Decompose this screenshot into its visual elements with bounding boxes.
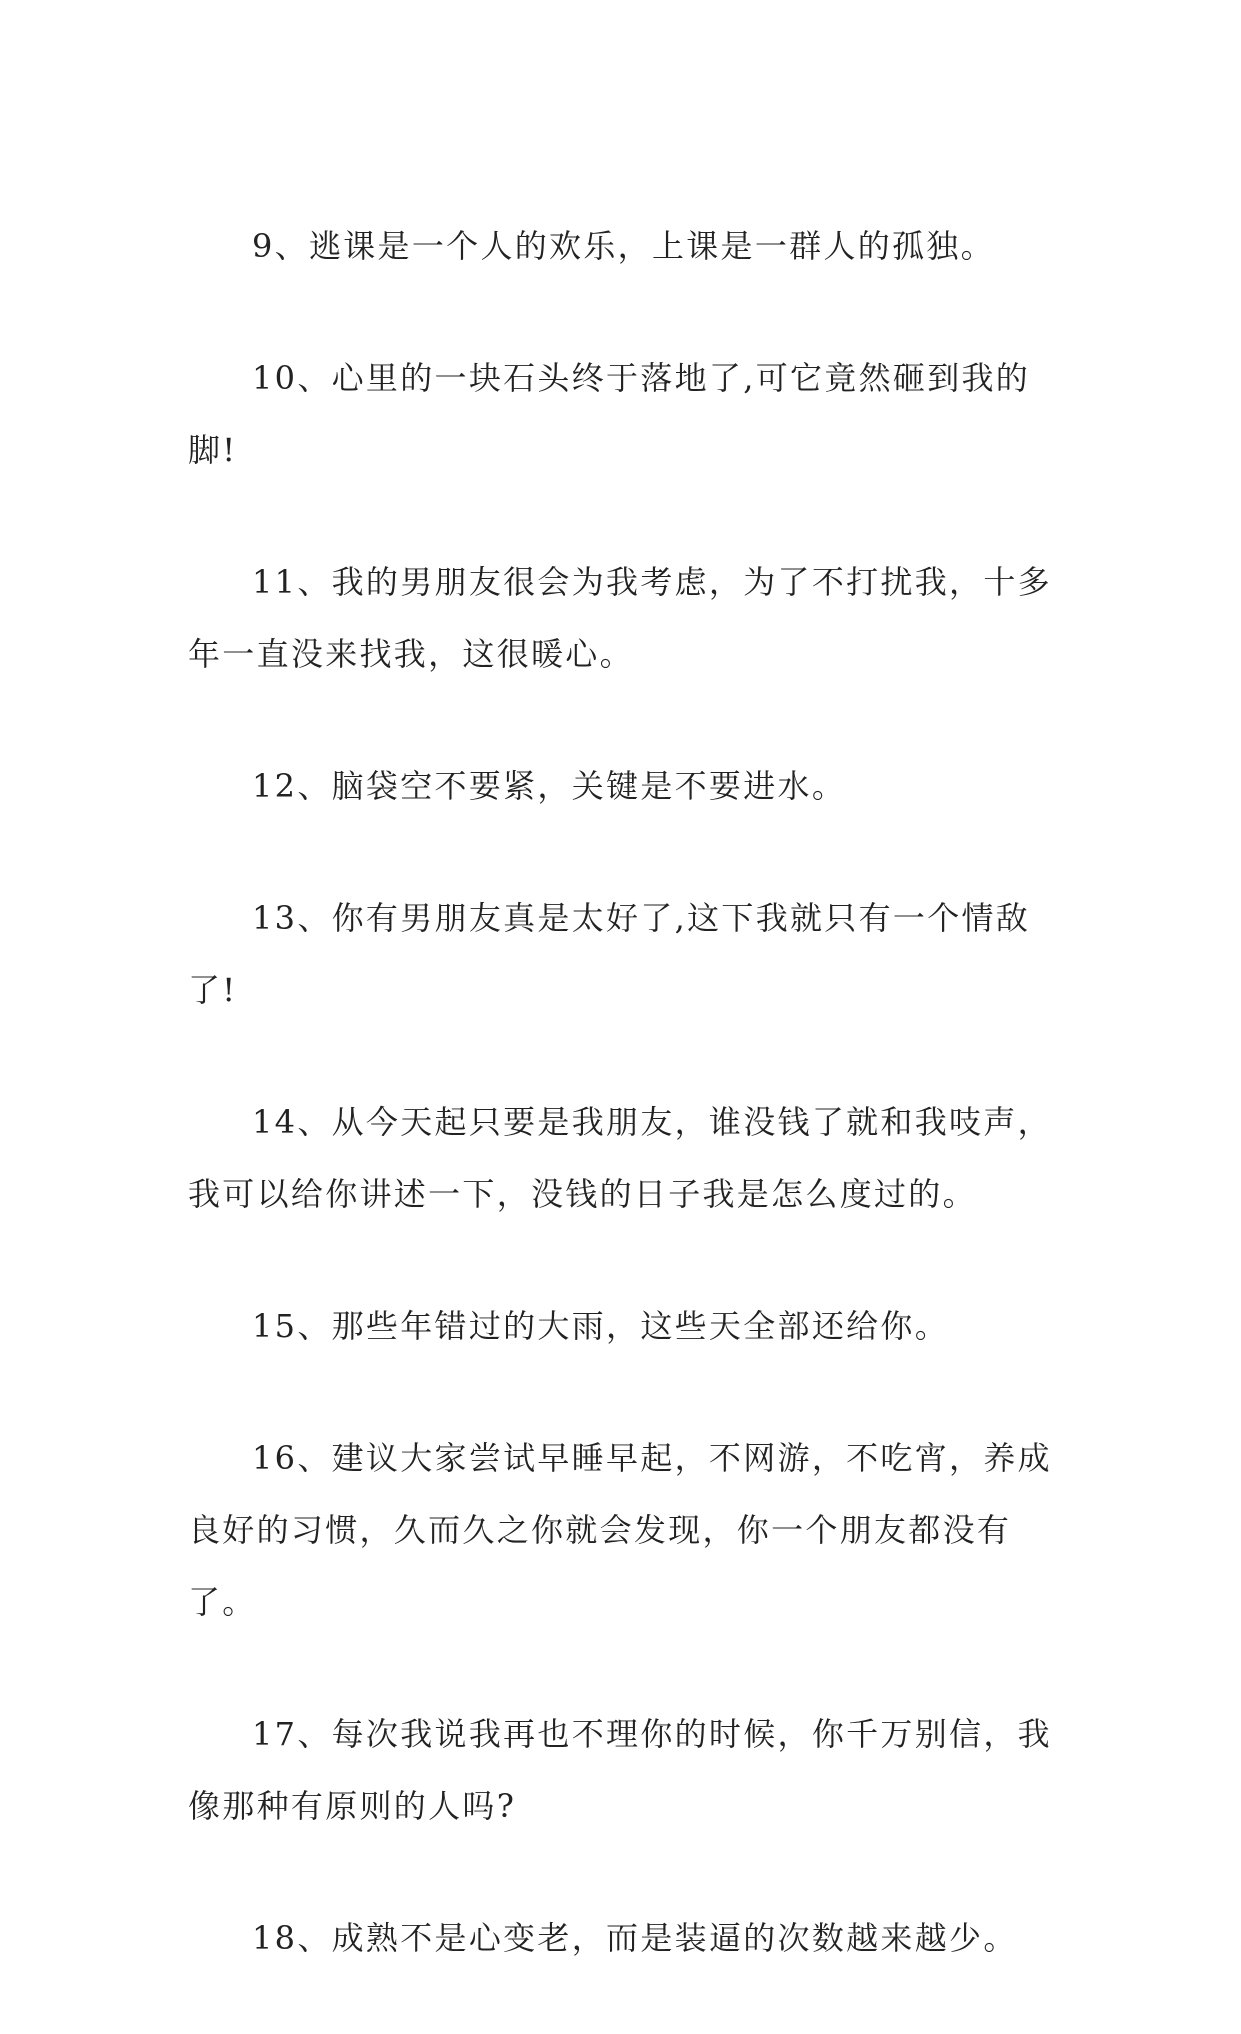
paragraph-18: 18、成熟不是心变老，而是装逼的次数越来越少。 — [252, 1919, 1018, 1957]
paragraph-11: 11、我的男朋友很会为我考虑，为了不打扰我，十多年一直没来找我，这很暖心。 — [188, 563, 1052, 673]
paragraph-14: 14、从今天起只要是我朋友，谁没钱了就和我吱声，我可以给你讲述一下，没钱的日子我是怎么度过的。 — [188, 1103, 1052, 1213]
paragraph-12: 12、脑袋空不要紧，关键是不要进水。 — [252, 767, 847, 805]
paragraph-13: 13、你有男朋友真是太好了,这下我就只有一个情敌了! — [188, 899, 1031, 1009]
paragraph-17: 17、每次我说我再也不理你的时候，你千万别信，我像那种有原则的人吗? — [188, 1715, 1052, 1825]
paragraph-15: 15、那些年错过的大雨，这些天全部还给你。 — [252, 1307, 950, 1345]
paragraph-16: 16、建议大家尝试早睡早起，不网游，不吃宵，养成良好的习惯，久而久之你就会发现，你一个朋友都没有了。 — [188, 1439, 1052, 1621]
document-body — [188, 210, 1054, 2034]
paragraph-9: 9、逃课是一个人的欢乐，上课是一群人的孤独。 — [252, 227, 995, 265]
paragraph-10: 10、心里的一块石头终于落地了,可它竟然砸到我的脚! — [188, 359, 1031, 469]
